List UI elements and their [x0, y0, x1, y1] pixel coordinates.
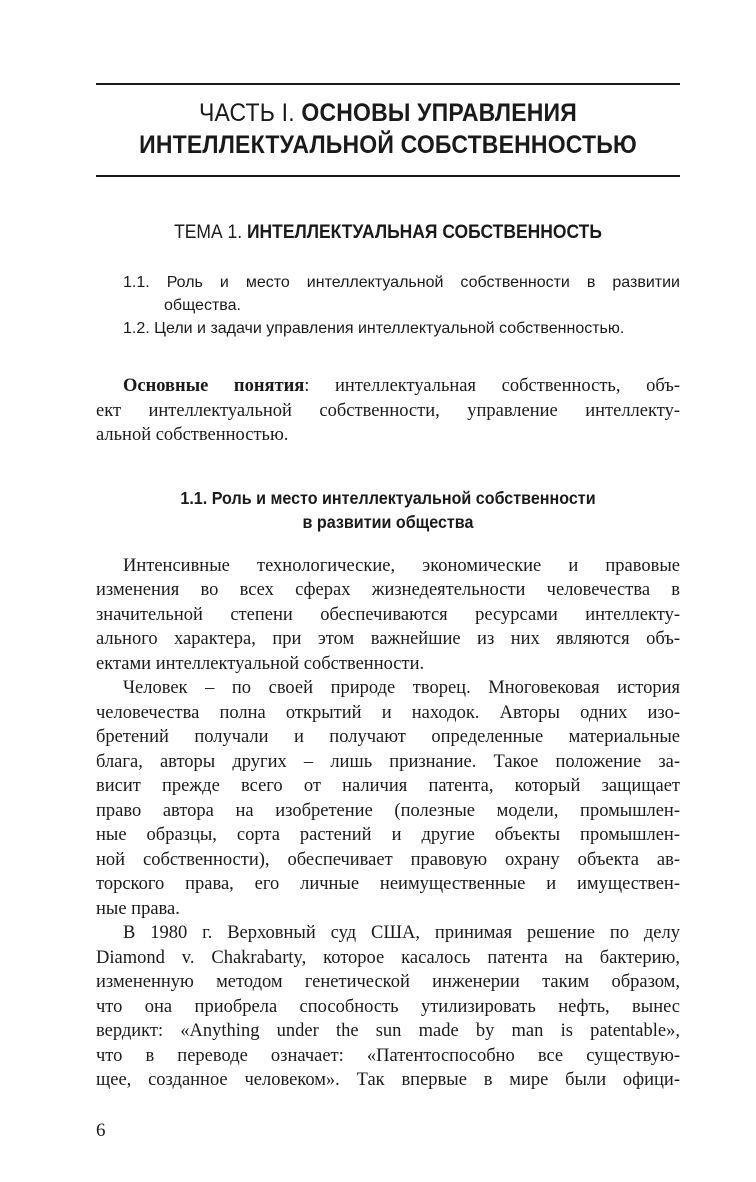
paragraph-line: торского права, его личные неимущественные и имуществен-	[96, 874, 680, 894]
paragraph	[96, 554, 680, 677]
paragraph-line: Diamond v. Chakrabarty, которое касалось патента на бактерию,	[96, 947, 680, 968]
paragraph-line: ектами интеллектуальной собственности.	[96, 653, 425, 674]
paragraph-line: что в переводе означает: «Патентоспособно все существую-	[96, 1045, 680, 1066]
paragraph-line: висит прежде всего от наличия патента, который защищает	[96, 776, 680, 796]
section-title-line2: в развитии общества	[302, 511, 474, 532]
key-concepts-label: Основные понятия	[123, 376, 305, 396]
page-content	[96, 83, 680, 1093]
page-number: 6	[96, 1120, 106, 1141]
paragraph-line: ального характера, при этом важнейшие из них являются объ-	[96, 629, 680, 649]
section-title-line1: 1.1. Роль и место интеллектуальной собственности	[180, 487, 596, 508]
key-concepts-line: альной собственностью.	[96, 425, 289, 445]
paragraph-line: блага, авторы других – лишь признание. Такое положение за-	[96, 751, 680, 772]
paragraph-line: бретений получали и получают определенные материальные	[96, 727, 680, 747]
bottom-rule	[96, 175, 680, 177]
part-title-line1: ОСНОВЫ УПРАВЛЕНИЯ	[301, 99, 577, 127]
topic-title	[119, 221, 656, 245]
part-title	[119, 97, 656, 161]
paragraph-line: ной собственности), обеспечивает правовую охрану объекта ав-	[96, 849, 680, 870]
paragraph-line: В 1980 г. Верховный суд США, принимая решение по делу	[123, 923, 680, 943]
topic-prefix: ТЕМА 1.	[174, 222, 247, 243]
key-concepts-line: : интеллектуальная собственность, объ-	[304, 376, 680, 396]
table-of-contents	[96, 271, 680, 340]
toc-item-line: общества.	[164, 297, 241, 314]
paragraph	[96, 676, 680, 921]
body-text	[96, 554, 680, 1093]
part-title-line2: ИНТЕЛЛЕКТУАЛЬНОЙ СОБСТВЕННОСТЬЮ	[139, 131, 637, 159]
paragraph-line: Человек – по своей природе творец. Многовековая история	[123, 678, 680, 698]
paragraph-line: вердикт: «Anything under the sun made by man is patentable»,	[96, 1021, 680, 1041]
paragraph-line: изменения во всех сферах жизнедеятельности человечества в	[96, 580, 680, 600]
toc-item	[123, 271, 680, 317]
paragraph-line: право автора на изобретение (полезные модели, промышлен-	[96, 800, 680, 821]
section-title	[119, 486, 656, 534]
paragraph-line: значительной степени обеспечиваются ресурсами интеллекту-	[96, 604, 680, 625]
part-prefix: ЧАСТЬ I.	[198, 99, 302, 127]
paragraph-line: Интенсивные технологические, экономические и правовые	[123, 555, 680, 576]
toc-item-line: 1.1. Роль и место интеллектуальной собственности в развитии	[123, 274, 680, 291]
paragraph	[96, 921, 680, 1093]
paragraph-line: что она приобрела способность утилизировать нефть, вынес	[96, 996, 680, 1017]
toc-item-line: 1.2. Цели и задачи управления интеллектуальной собственностью.	[123, 320, 625, 337]
key-concepts-line: ект интеллектуальной собственности, управление интеллекту-	[96, 400, 680, 421]
key-concepts	[96, 374, 680, 448]
paragraph-line: щее, созданное человеком». Так впервые в мире были офици-	[96, 1070, 680, 1090]
paragraph-line: ные образцы, сорта растений и другие объекты промышлен-	[96, 825, 680, 845]
paragraph-line: ные права.	[96, 898, 180, 919]
top-rule	[96, 83, 680, 85]
paragraph-line: измененную методом генетической инженерии таким образом,	[96, 972, 680, 992]
toc-item	[123, 317, 680, 340]
topic-title-text: ИНТЕЛЛЕКТУАЛЬНАЯ СОБСТВЕННОСТЬ	[246, 222, 602, 243]
paragraph-line: человечества полна открытий и находок. Авторы одних изо-	[96, 702, 680, 723]
